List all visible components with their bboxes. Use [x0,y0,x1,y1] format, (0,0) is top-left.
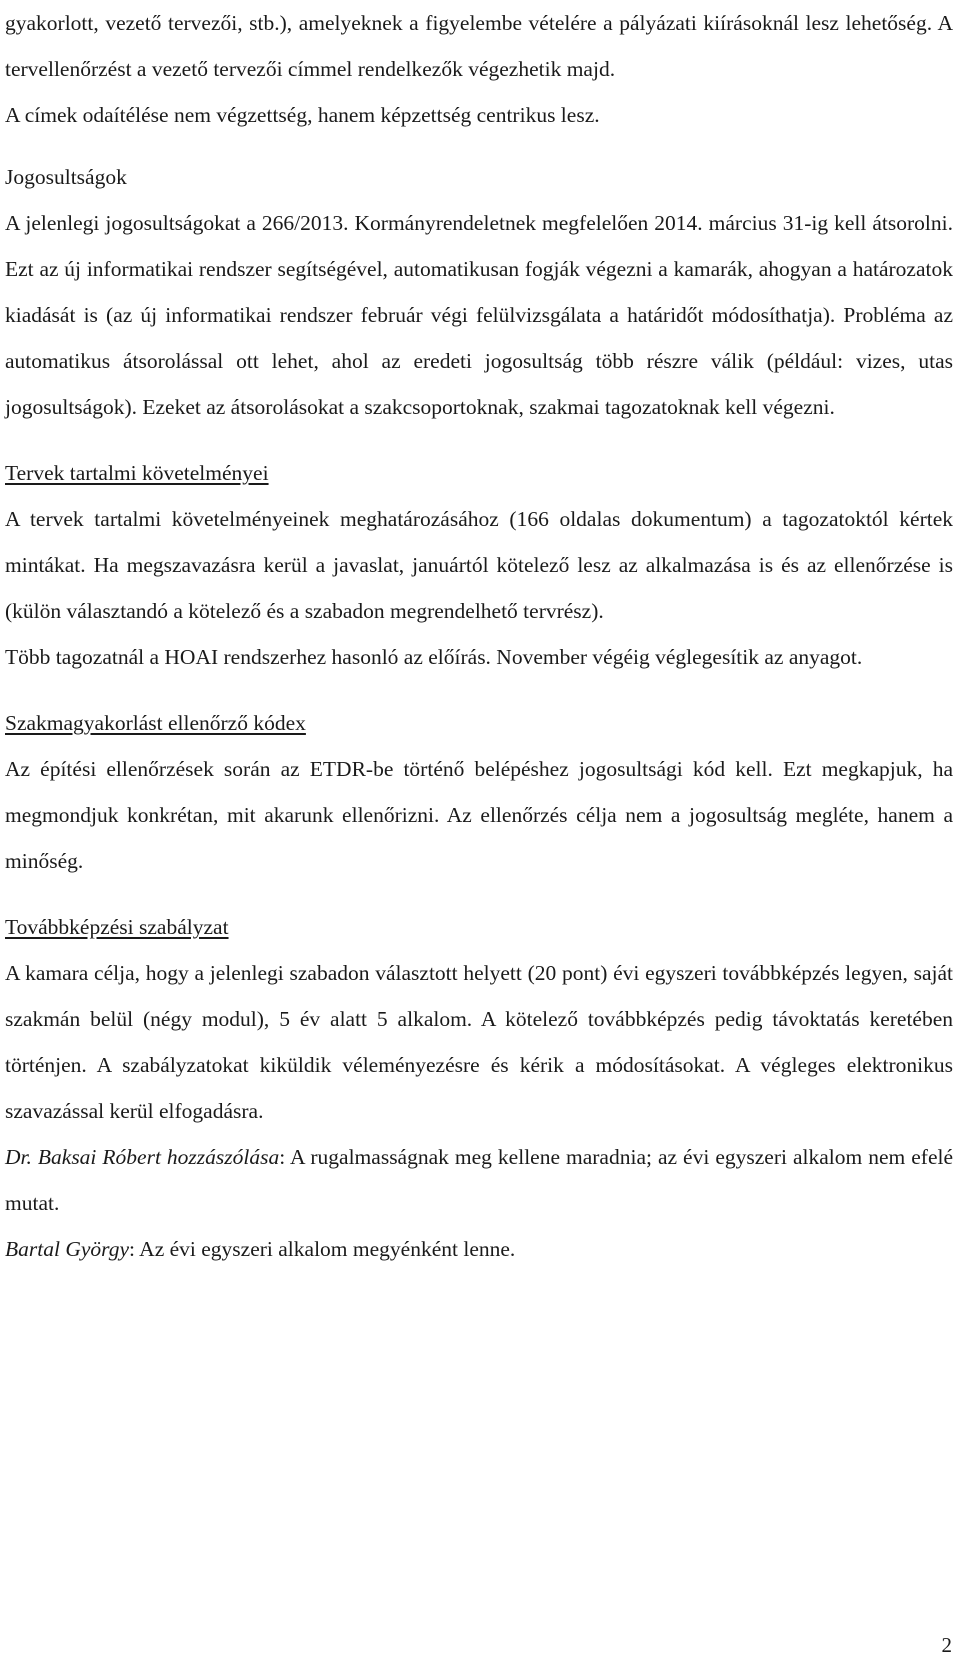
page-number: 2 [941,1633,952,1657]
section-heading-tervek: Tervek tartalmi követelményei [5,461,269,485]
paragraph-jogosultsagok: A jelenlegi jogosultságokat a 266/2013. Kormányrendeletnek megfelelően 2014. március 31-ig kell átsorolni. Ezt az új informatikai rendszer segítségével, automatikusan fogják végezni a kamarák, ahogyan a határozatok kiadását is (az új informatikai rendszer február végi felülvizsgálata a határidőt módosíthatja). Probléma az automatikus átsorolással ott lehet, ahol az eredeti jogosultság több részre válik (például: vizes, utas jogosultságok). Ezeket az átsorolásokat a szakcsoportoknak, szakmai tagozatoknak kell végezni. [5,211,953,419]
comment-speaker: Dr. Baksai Róbert hozzászólása [5,1145,280,1169]
spacer [5,138,953,154]
comment-text: : Az évi egyszeri alkalom megyénként lenne. [129,1237,516,1261]
paragraph-hoai: Több tagozatnál a HOAI rendszerhez hasonló az előírás. November végéig véglegesítik az anyagot. [5,645,863,669]
section-heading-jogosultsagok: Jogosultságok [5,165,127,189]
section-heading-tovabbkepzes: Továbbképzési szabályzat [5,915,229,939]
comment-speaker: Bartal György [5,1237,130,1261]
paragraph-tovabbkepzes: A kamara célja, hogy a jelenlegi szabadon választott helyett (20 pont) évi egyszeri továbbképzés legyen, saját szakmán belül (négy modul), 5 év alatt 5 alkalom. A kötelező továbbképzés pedig távoktatás keretében történjen. A szabályzatokat kiküldik véleményezésre és kérik a módosításokat. A végleges elektronikus szavazással kerül elfogadásra. [5,961,953,1123]
paragraph-tervek: A tervek tartalmi követelményeinek meghatározásához (166 oldalas dokumentum) a tagozatoktól kértek mintákat. Ha megszavazásra kerül a javaslat, januártól kötelező lesz az alkalmazása is és az ellenőrzése is (külön választandó a kötelező és a szabadon megrendelhető tervrész). [5,507,953,623]
document-page [5,0,953,1272]
spacer [5,884,953,904]
paragraph-titles: A címek odaítélése nem végzettség, hanem képzettség centrikus lesz. [5,103,600,127]
comment-bartal [5,1226,953,1272]
comment-text: : A rugalmasságnak meg kellene maradnia; az évi egyszeri alkalom nem efelé mutat. [5,1145,953,1215]
paragraph-kodex: Az építési ellenőrzések során az ETDR-be történő belépéshez jogosultsági kód kell. Ezt megkapjuk, ha megmondjuk konkrétan, mit akarunk ellenőrizni. Az ellenőrzés célja nem a jogosultság megléte, hanem a minőség. [5,757,953,873]
section-heading-kodex: Szakmagyakorlást ellenőrző kódex [5,711,306,735]
comment-baksai [5,1134,953,1226]
spacer [5,680,953,700]
spacer [5,430,953,450]
paragraph-intro-continued: gyakorlott, vezető tervezői, stb.), amelyeknek a figyelembe vételére a pályázati kiírásoknál lesz lehetőség. A tervellenőrzést a vezető tervezői címmel rendelkezők végezhetik majd. [5,11,953,81]
